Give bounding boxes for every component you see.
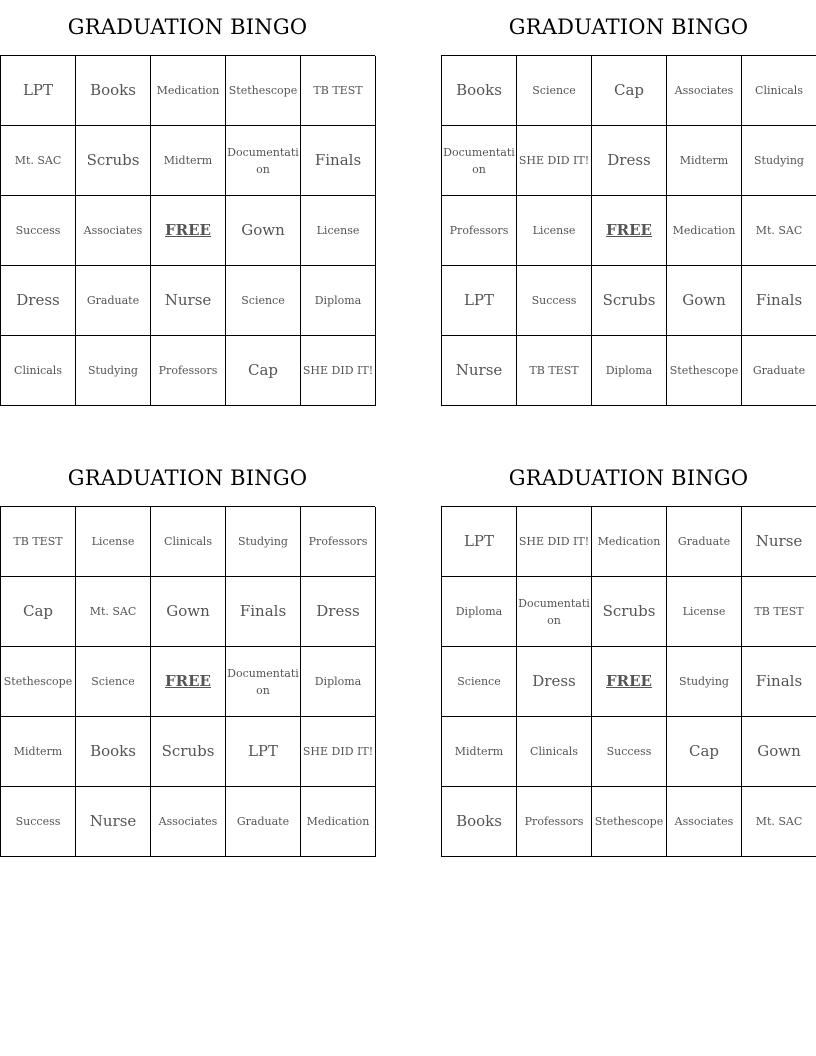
- bingo-cell: Mt. SAC: [76, 577, 151, 647]
- bingo-cell: Stethescope: [1, 647, 76, 717]
- bingo-card-4: [441, 461, 816, 857]
- bingo-cell: Midterm: [151, 126, 226, 196]
- bingo-cell: Scrubs: [592, 266, 667, 336]
- bingo-cell: Clinicals: [1, 336, 76, 406]
- bingo-cell: Associates: [151, 787, 226, 857]
- bingo-cell: Graduate: [667, 507, 742, 577]
- bingo-cell: Nurse: [442, 336, 517, 406]
- bingo-cell: Scrubs: [592, 577, 667, 647]
- card-title: GRADUATION BINGO: [508, 466, 749, 490]
- bingo-cell: LPT: [442, 507, 517, 577]
- bingo-cell: Books: [76, 56, 151, 126]
- bingo-cell: Midterm: [1, 717, 76, 787]
- bingo-cell: Diploma: [442, 577, 517, 647]
- free-space-cell: FREE: [151, 647, 226, 717]
- bingo-cell: Cap: [226, 336, 301, 406]
- free-space-cell: FREE: [592, 647, 667, 717]
- bingo-cell: Dress: [301, 577, 376, 647]
- card-title: GRADUATION BINGO: [508, 15, 749, 39]
- free-space-cell: FREE: [151, 196, 226, 266]
- bingo-cell: Science: [76, 647, 151, 717]
- bingo-cell: Scrubs: [151, 717, 226, 787]
- bingo-cell: Mt. SAC: [742, 787, 816, 857]
- bingo-cell: Clinicals: [517, 717, 592, 787]
- bingo-cell: Stethescope: [667, 336, 742, 406]
- bingo-cell: Dress: [592, 126, 667, 196]
- card-title: GRADUATION BINGO: [67, 15, 308, 39]
- bingo-cell: Science: [226, 266, 301, 336]
- bingo-cell: Science: [517, 56, 592, 126]
- bingo-cell: Success: [517, 266, 592, 336]
- bingo-cell: Dress: [517, 647, 592, 717]
- bingo-cell: Associates: [667, 787, 742, 857]
- bingo-cell: SHE DID IT!: [517, 507, 592, 577]
- bingo-cell: Gown: [742, 717, 816, 787]
- bingo-cell: Graduate: [742, 336, 816, 406]
- bingo-cell: Graduate: [76, 266, 151, 336]
- bingo-cell: Mt. SAC: [742, 196, 816, 266]
- bingo-cell: Nurse: [151, 266, 226, 336]
- bingo-cell: SHE DID IT!: [301, 336, 376, 406]
- bingo-cell: Medication: [151, 56, 226, 126]
- bingo-cell: Associates: [76, 196, 151, 266]
- bingo-cell: Finals: [226, 577, 301, 647]
- bingo-cell: Books: [442, 787, 517, 857]
- bingo-cell: Diploma: [301, 647, 376, 717]
- bingo-grid: [0, 55, 375, 406]
- bingo-cell: Stethescope: [226, 56, 301, 126]
- bingo-cell: TB TEST: [742, 577, 816, 647]
- bingo-cell: Graduate: [226, 787, 301, 857]
- bingo-cell: Studying: [667, 647, 742, 717]
- bingo-cell: Documentation: [226, 126, 301, 196]
- bingo-grid: [441, 55, 816, 406]
- bingo-grid: [0, 506, 375, 857]
- bingo-cell: Cap: [1, 577, 76, 647]
- free-space-cell: FREE: [592, 196, 667, 266]
- bingo-card-1: [0, 10, 375, 406]
- card-title: GRADUATION BINGO: [67, 466, 308, 490]
- bingo-cell: Science: [442, 647, 517, 717]
- bingo-cell: Gown: [226, 196, 301, 266]
- bingo-cell: Scrubs: [76, 126, 151, 196]
- bingo-cell: Clinicals: [742, 56, 816, 126]
- bingo-card-2: [441, 10, 816, 406]
- bingo-cell: Books: [76, 717, 151, 787]
- bingo-cell: Dress: [1, 266, 76, 336]
- bingo-cell: Studying: [226, 507, 301, 577]
- bingo-cell: Midterm: [667, 126, 742, 196]
- bingo-cell: Finals: [742, 266, 816, 336]
- bingo-cell: Documentation: [517, 577, 592, 647]
- bingo-cell: Documentation: [226, 647, 301, 717]
- bingo-cell: LPT: [442, 266, 517, 336]
- bingo-cell: Stethescope: [592, 787, 667, 857]
- bingo-cell: Associates: [667, 56, 742, 126]
- bingo-cell: Nurse: [742, 507, 816, 577]
- bingo-cell: LPT: [226, 717, 301, 787]
- bingo-cell: Professors: [517, 787, 592, 857]
- bingo-card-3: [0, 461, 375, 857]
- bingo-cell: Professors: [301, 507, 376, 577]
- bingo-grid: [441, 506, 816, 857]
- bingo-cell: Medication: [667, 196, 742, 266]
- bingo-cell: Success: [592, 717, 667, 787]
- bingo-cell: Cap: [667, 717, 742, 787]
- bingo-cell: Books: [442, 56, 517, 126]
- bingo-cell: TB TEST: [517, 336, 592, 406]
- bingo-cell: Midterm: [442, 717, 517, 787]
- bingo-cell: SHE DID IT!: [301, 717, 376, 787]
- bingo-cell: Professors: [442, 196, 517, 266]
- bingo-cell: Success: [1, 787, 76, 857]
- bingo-cell: SHE DID IT!: [517, 126, 592, 196]
- bingo-cell: TB TEST: [1, 507, 76, 577]
- bingo-cell: License: [301, 196, 376, 266]
- bingo-cell: TB TEST: [301, 56, 376, 126]
- bingo-cell: LPT: [1, 56, 76, 126]
- bingo-cell: Gown: [151, 577, 226, 647]
- bingo-cell: License: [76, 507, 151, 577]
- bingo-cell: Mt. SAC: [1, 126, 76, 196]
- bingo-cell: Finals: [301, 126, 376, 196]
- bingo-cell: Nurse: [76, 787, 151, 857]
- bingo-cell: Gown: [667, 266, 742, 336]
- bingo-cell: Studying: [742, 126, 816, 196]
- bingo-cell: Medication: [592, 507, 667, 577]
- bingo-cell: Documentation: [442, 126, 517, 196]
- bingo-cell: Clinicals: [151, 507, 226, 577]
- bingo-cell: Diploma: [301, 266, 376, 336]
- bingo-cell: License: [517, 196, 592, 266]
- bingo-cell: Diploma: [592, 336, 667, 406]
- bingo-cell: Medication: [301, 787, 376, 857]
- bingo-cell: Success: [1, 196, 76, 266]
- bingo-cell: Cap: [592, 56, 667, 126]
- bingo-cell: Studying: [76, 336, 151, 406]
- bingo-cell: Finals: [742, 647, 816, 717]
- bingo-cell: Professors: [151, 336, 226, 406]
- bingo-cell: License: [667, 577, 742, 647]
